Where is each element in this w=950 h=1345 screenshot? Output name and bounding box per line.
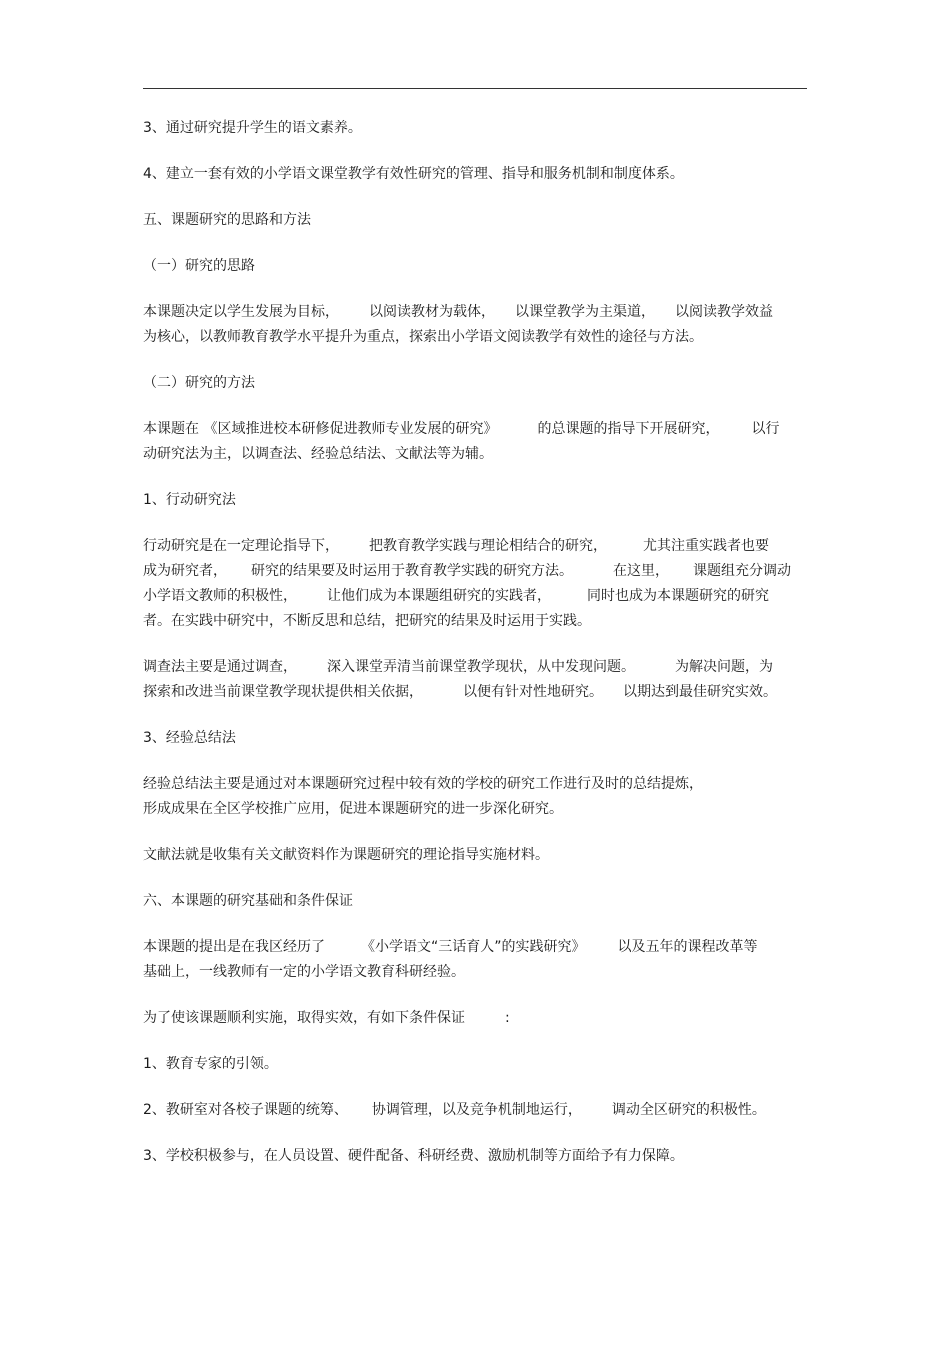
- method-heading-3: 3、经验总结法: [143, 730, 236, 746]
- text-span: 研究的结果要及时运用于教育教学实践的研究方法。: [251, 563, 573, 579]
- condition-item-2: [143, 1098, 807, 1123]
- text-line: 动研究法为主，以调查法、经验总结法、文献法等为辅。: [143, 446, 493, 462]
- text-span: 以及五年的课程改革等: [617, 939, 758, 955]
- text-span: 尤其注重实践者也要: [643, 538, 769, 554]
- paragraph-research-basis: [143, 935, 807, 985]
- paragraph-research-approach: [143, 300, 807, 350]
- goal-item-3: 3、通过研究提升学生的语文素养。: [143, 120, 362, 136]
- condition-item-1: 1、教育专家的引领。: [143, 1056, 278, 1072]
- header-rule: [143, 88, 807, 89]
- text-line: [143, 559, 807, 584]
- text-line: [143, 655, 807, 680]
- paragraph-survey-method: [143, 655, 807, 705]
- text-span: 小学语文教师的积极性，: [143, 588, 297, 604]
- text-line: [143, 935, 807, 960]
- text-line: 基础上，一线教师有一定的小学语文教育科研经验。: [143, 964, 465, 980]
- text-span: 为解决问题，为: [675, 659, 773, 675]
- section-heading-6: 六、本课题的研究基础和条件保证: [143, 893, 353, 909]
- section-heading-5: 五、课题研究的思路和方法: [143, 212, 311, 228]
- text-span: 调查法主要是通过调查，: [143, 659, 297, 675]
- text-span: 为了使该课题顺利实施，取得实效，有如下条件保证: [143, 1010, 465, 1026]
- condition-item-3: 3、学校积极参与，在人员设置、硬件配备、科研经费、激励机制等方面给予有力保障。: [143, 1148, 684, 1164]
- text-span: 2、教研室对各校子课题的统筹、: [143, 1102, 348, 1118]
- text-span: 探索和改进当前课堂教学现状提供相关依据，: [143, 684, 423, 700]
- text-span: :: [505, 1010, 510, 1026]
- paragraph-literature-method: 文献法就是收集有关文献资料作为课题研究的理论指导实施材料。: [143, 847, 549, 863]
- text-line: [143, 680, 807, 705]
- text-line: 为核心，以教师教育教学水平提升为重点，探索出小学语文阅读教学有效性的途径与方法。: [143, 329, 703, 345]
- text-span: 同时也成为本课题研究的研究: [587, 588, 769, 604]
- text-line: [143, 417, 807, 442]
- paragraph-experience-summary: [143, 772, 807, 822]
- text-span: 把教育教学实践与理论相结合的研究，: [369, 538, 607, 554]
- text-span: 在这里，: [613, 563, 669, 579]
- paragraph-conditions-intro: [143, 1006, 807, 1031]
- text-span: 以阅读教材为载体，: [369, 304, 495, 320]
- document-body: [143, 116, 807, 1190]
- text-line: [143, 300, 807, 325]
- text-line: 者。在实践中研究中，不断反思和总结，把研究的结果及时运用于实践。: [143, 613, 591, 629]
- text-span: 调动全区研究的积极性。: [611, 1102, 766, 1118]
- text-span: 让他们成为本课题组研究的实践者，: [327, 588, 551, 604]
- paragraph-research-methods: [143, 417, 807, 467]
- text-span: 课题组充分调动: [693, 563, 791, 579]
- text-span: 本课题决定以学生发展为目标，: [143, 304, 339, 320]
- text-span: 以行: [751, 421, 780, 437]
- text-span: 以便有针对性地研究。: [463, 684, 603, 700]
- text-span: 以课堂教学为主渠道，: [515, 304, 655, 320]
- text-span: 以期达到最佳研究实效。: [623, 684, 777, 700]
- text-span: 深入课堂弄清当前课堂教学现状，从中发现问题。: [327, 659, 635, 675]
- text-line: 经验总结法主要是通过对本课题研究过程中较有效的学校的研究工作进行及时的总结提炼，: [143, 776, 703, 792]
- text-span: 协调管理，以及竞争机制地运行，: [371, 1102, 582, 1118]
- text-span: 行动研究是在一定理论指导下，: [143, 538, 339, 554]
- text-span: 成为研究者，: [143, 563, 227, 579]
- text-span: 本课题在 《区域推进校本研修促进教师专业发展的研究》: [143, 421, 498, 437]
- paragraph-action-research: [143, 534, 807, 634]
- text-line: [143, 534, 807, 559]
- text-line: 形成成果在全区学校推广应用，促进本课题研究的进一步深化研究。: [143, 801, 563, 817]
- subheading-research-methods: （二）研究的方法: [143, 375, 255, 391]
- method-heading-1: 1、行动研究法: [143, 492, 236, 508]
- text-span: 本课题的提出是在我区经历了: [143, 939, 325, 955]
- goal-item-4: 4、建立一套有效的小学语文课堂教学有效性研究的管理、指导和服务机制和制度体系。: [143, 166, 684, 182]
- text-span: 以阅读教学效益: [675, 304, 773, 320]
- text-span: 《小学语文“三话育人”的实践研究》: [361, 939, 586, 955]
- subheading-research-approach: （一）研究的思路: [143, 258, 255, 274]
- text-span: 的总课题的指导下开展研究，: [537, 421, 720, 437]
- text-line: [143, 584, 807, 609]
